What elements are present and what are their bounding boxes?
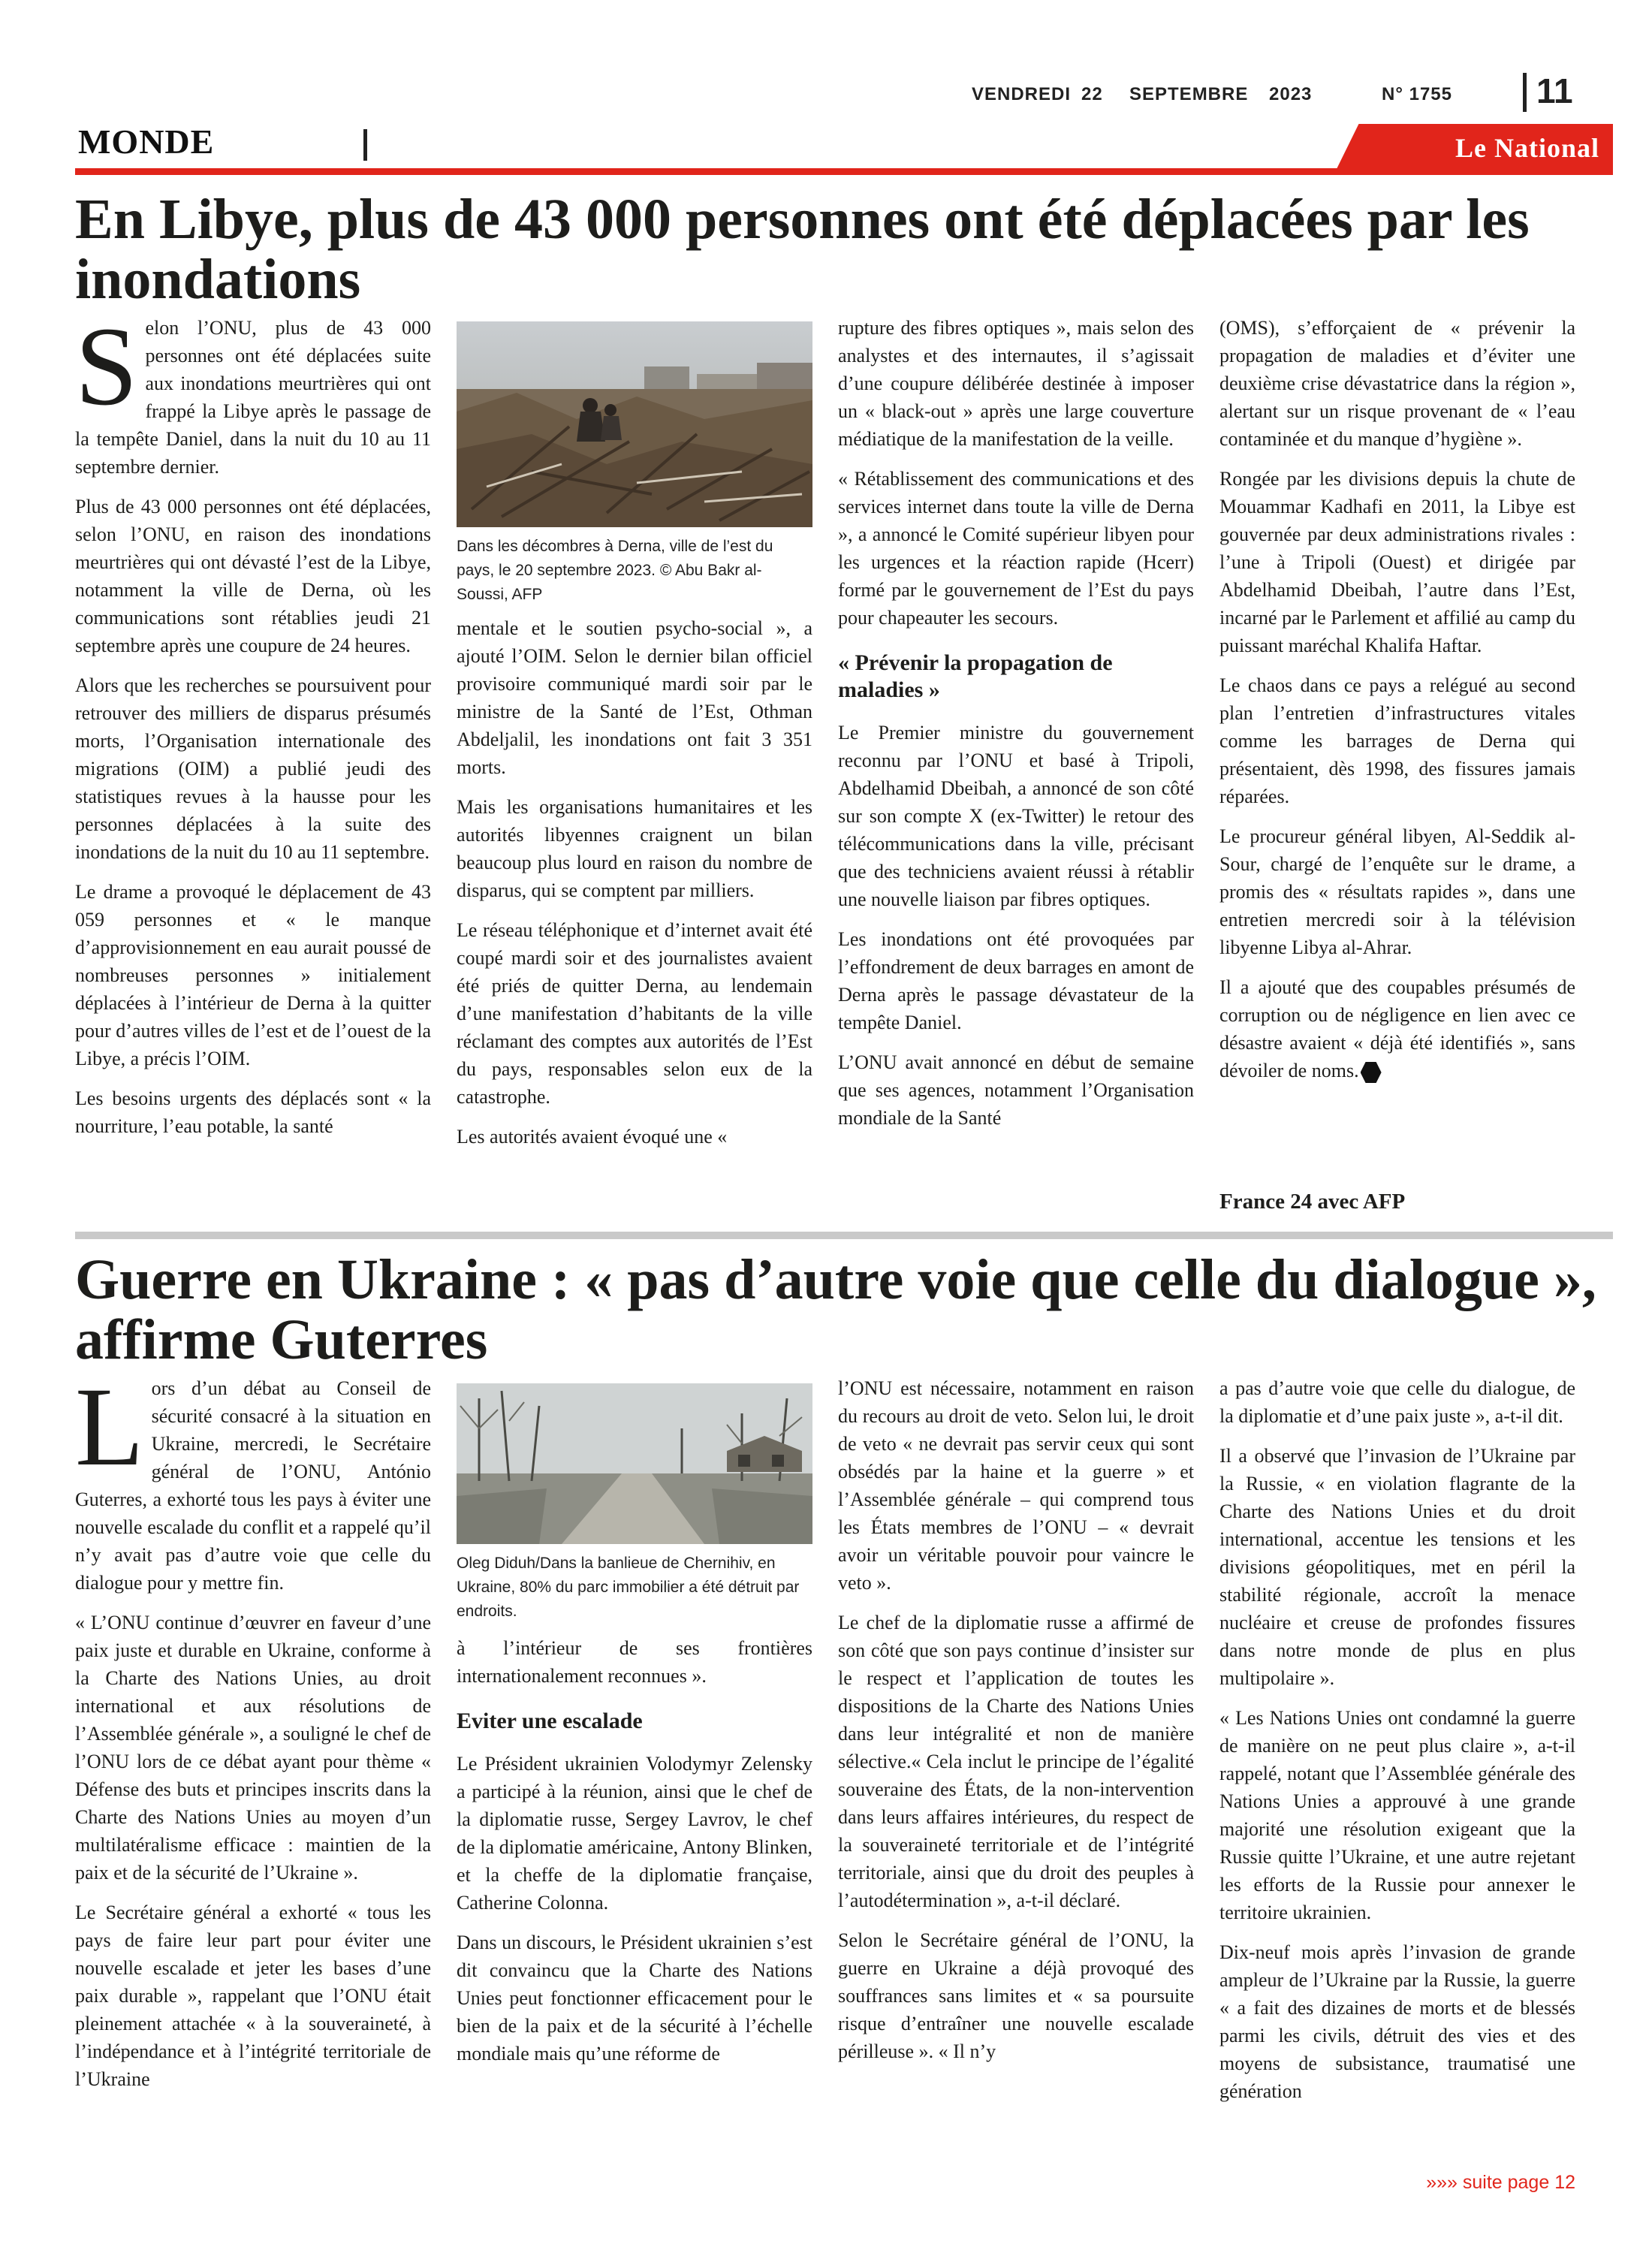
article1-paragraph: Le chaos dans ce pays a relégué au second plan l’entretien d’infrastructures vitales comme les barrages de Derna qui présentaient, dès 1998, des fissures jamais réparées.: [1219, 674, 1575, 807]
end-of-article-icon: [1361, 1062, 1382, 1083]
article1-paragraph: Les inondations ont été provoquées par l’effondrement de deux barrages en amont de Derna après le passage dévastateur de la tempête Daniel.: [838, 928, 1194, 1033]
article1-paragraph: Plus de 43 000 personnes ont été déplacées, selon l’ONU, en raison des inondations meurtrières qui ont dévasté l’est de la Libye, notamment la ville de Derna, où les communications sont rétablies jeudi 21 septembre après une coupure de 24 heures.: [75, 496, 431, 656]
article1-paragraph: Le procureur général libyen, Al-Seddik al-Sour, chargé de l’enquête sur le drame, a promis des « résultats rapides », dans une entretien mercredi soir à la télévision libyenne Libya al-Ahrar.: [1219, 825, 1575, 958]
article1-photo-caption: Dans les décombres à Derna, ville de l’est du pays, le 20 septembre 2023. © Abu Bakr al-Soussi, AFP: [457, 538, 773, 603]
article2-column-4: [1219, 1374, 1575, 2117]
article1-paragraph: Le réseau téléphonique et d’internet avait été coupé mardi soir et des journalistes avaient été priés de quitter Derna, au lendemain d’une manifestation d’habitants de la ville réclamant des comptes aux autorités de l’Est du pays, responsables selon eux de la catastrophe.: [457, 919, 812, 1108]
article1-photo: [457, 321, 812, 527]
issue-number: N° 1755: [1382, 84, 1452, 104]
issue-day: VENDREDI: [972, 84, 1072, 104]
section-label: MONDE: [78, 122, 215, 161]
article2-headline: Guerre en Ukraine : « pas d’autre voie que celle du dialogue », affirme Guterres: [75, 1248, 1596, 1371]
article1-paragraph: Il a ajouté que des coupables présumés de corruption ou de négligence en lien avec ce désastre avaient « déjà été identifiés », sans dévoiler de noms.: [1219, 976, 1575, 1081]
article1-paragraph: mentale et le soutien psycho-social », a ajouté l’OIM. Selon le dernier bilan officiel provisoire communiqué mardi soir par le ministre de la Santé de l’Est, Othman Abdeljalil, les inondations ont fait 3 351 morts.: [457, 617, 812, 778]
article1-credit: France 24 avec AFP: [1219, 1190, 1406, 1214]
article2-paragraph: l’ONU est nécessaire, notamment en raison du recours au droit de veto. Selon lui, le droit de veto « ne devrait pas servir ceux qui sont obsédés par la haine et la guerre » et l’Assemblée générale – qui comprend tous les États membres de l’ONU – « devrait avoir un véritable pouvoir pour vaincre le veto ».: [838, 1377, 1194, 1594]
article1-paragraph: L’ONU avait annoncé en début de semaine que ses agences, notamment l’Organisation mondiale de la Santé: [838, 1051, 1194, 1129]
street-photo-image: [457, 1383, 812, 1544]
article1-column-3: [838, 314, 1194, 1144]
article2-paragraph: à l’intérieur de ses frontières internationalement reconnues ».: [457, 1637, 812, 1687]
article1-paragraph: Rongée par les divisions depuis la chute de Mouammar Kadhafi en 2011, la Libye est gouvernée par deux administrations rivales : l’une à Tripoli (Ouest) et dirigée par Abdelhamid Dbeibah, l’autre dans l’Est, incarné par le Parlement et affilié au camp du puissant maréchal Khalifa Haftar.: [1219, 468, 1575, 656]
article1-paragraph: Les besoins urgents des déplacés sont « la nourriture, l’eau potable, la santé: [75, 1087, 431, 1137]
article1-paragraph: elon l’ONU, plus de 43 000 personnes ont été déplacées suite aux inondations meurtrières qui ont frappé la Libye après le passage de la tempête Daniel, dans la nuit du 10 au 11 septembre dernier.: [75, 317, 431, 478]
article1-paragraph: Alors que les recherches se poursuivent pour retrouver des milliers de disparus présumés morts, l’Organisation internationale des migrations (OIM) a publié jeudi des statistiques revues à la hausse pour les personnes déplacées à la suite des inondations de la nuit du 10 au 11 septembre.: [75, 674, 431, 863]
article2-paragraph: Le Président ukrainien Volodymyr Zelensky a participé à la réunion, ainsi que le chef de la diplomatie russe, Sergey Lavrov, le chef de la diplomatie américaine, Antony Blinken, et la cheffe de la diplomatie française, Catherine Colonna.: [457, 1753, 812, 1914]
article2-paragraph: « L’ONU continue d’œuvrer en faveur d’une paix juste et durable en Ukraine, conforme à la Charte des Nations Unies, au droit international et aux résolutions de l’Assemblée générale », a souligné le chef de l’ONU lors de ce débat ayant pour thème « Défense des buts et principes inscrits dans la Charte des Nations Unies au moyen d’un multilatéralisme efficace : maintien de la paix et de la sécurité de l’Ukraine ».: [75, 1612, 431, 1884]
article1-paragraph: Les autorités avaient évoqué une «: [457, 1126, 728, 1148]
article1-paragraph: « Rétablissement des communications et des services internet dans toute la ville de Derna », a annoncé le Comité supérieur libyen pour les urgences et la réaction rapide (Hcerr) formé par le gouvernement de l’Est du pays pour chapeauter les secours.: [838, 468, 1194, 629]
article2-paragraph: Dix-neuf mois après l’invasion de grande ampleur de l’Ukraine par la Russie, la guerre « a fait des dizaines de morts et de blessés parmi les civils, détruit des vies et des moyens de subsistance, traumatisé une génération: [1219, 1941, 1575, 2102]
brand-name: Le National: [1455, 133, 1599, 163]
article2-subheading: Eviter une escalade: [457, 1709, 643, 1733]
page-number: 11: [1536, 71, 1573, 110]
issue-month: SEPTEMBRE: [1129, 84, 1249, 104]
article2-column-2: [457, 1383, 812, 2080]
article2-paragraph: Le Secrétaire général a exhorté « tous les pays de faire leur part pour éviter une nouvelle escalade et jeter les bases d’une paix durable », rappelant que l’ONU était pleinement attachée « à la souveraineté, à l’indépendance et à l’intégrité territoriale de l’Ukraine: [75, 1902, 431, 2090]
article1-column-4: [1219, 314, 1575, 1084]
section-divider: [363, 129, 367, 161]
article-separator: [75, 1232, 1613, 1239]
article1-paragraph: Le drame a provoqué le déplacement de 43 059 personnes et « le manque d’approvisionnement en eau aurait poussé de nombreuses personnes » initialement déplacées à l’intérieur de Derna à la quitter pour d’autres villes de l’est et de l’ouest de la Libye, a précis l’OIM.: [75, 881, 431, 1069]
article2-paragraph: ors d’un débat au Conseil de sécurité consacré à la situation en Ukraine, mercredi, le Secrétaire général de l’ONU, António Guterres, a exhorté tous les pays à éviter une nouvelle escalade du conflit et a rappelé qu’il n’y avait pas d’autre voie que celle du dialogue pour y mettre fin.: [75, 1377, 431, 1594]
article1-headline: En Libye, plus de 43 000 personnes ont été déplacées par les inondations: [75, 188, 1530, 311]
article2-paragraph: Le chef de la diplomatie russe a affirmé de son côté que son pays continue d’insister sur le respect et l’application de toutes les dispositions de la Charte des Nations Unies dans leur intégralité et non de manière sélective.« Cela inclut le principe de l’égalité souveraine des États, de la non-intervention dans leurs affaires intérieures, du respect de la souveraineté territoriale et de l’intégrité territoriale, ainsi que du droit des peuples à l’autodétermination », a-t-il déclaré.: [838, 1612, 1194, 1911]
article1-paragraph: Le Premier ministre du gouvernement reconnu par l’ONU et basé à Tripoli, Abdelhamid Dbeibah, a annoncé de son côté sur son compte X (ex-Twitter) le retour des télécommunications dans la ville, précisant que des techniciens avaient réussi à rétablir une nouvelle liaison par fibres optiques.: [838, 722, 1194, 910]
article2-column-1: [75, 1365, 431, 2105]
article2-photo-caption: Oleg Diduh/Dans la banlieue de Chernihiv, en Ukraine, 80% du parc immobilier a été détruit par endroits.: [457, 1555, 800, 1620]
article2-paragraph: Selon le Secrétaire général de l’ONU, la guerre en Ukraine a déjà provoqué des souffrances sans limites et « sa poursuite risque d’entraîner une nouvelle escalade périlleuse ». « Il n’y: [838, 1929, 1194, 2062]
article2-paragraph: Il a observé que l’invasion de l’Ukraine par la Russie, « en violation flagrante de la Charte des Nations Unies et du droit international, accentue les tensions et les divisions géopolitiques, met en péril la stabilité régionale, accroît la menace nucléaire et creuse de profondes fissures dans notre monde de plus en plus multipolaire ».: [1219, 1445, 1575, 1689]
article1-subheading: « Prévenir la propagation de maladies »: [838, 650, 1113, 702]
article2-paragraph: a pas d’autre voie que celle du dialogue, de la diplomatie et d’une paix juste », a-t-il dit.: [1219, 1377, 1575, 1427]
article1-column-1: [75, 304, 431, 1152]
article2-photo: [457, 1383, 812, 1544]
article2-paragraph: « Les Nations Unies ont condamné la guerre de manière on ne peut plus claire », a-t-il rappelé, notant que l’Assemblée générale des Nations Unies a approuvé à une grande majorité une résolution exigeant que la Russie quitte l’Ukraine, et une autre rejetant les efforts de la Russie pour annexer le territoire ukrainien.: [1219, 1707, 1575, 1923]
rubble-photo-image: [457, 321, 812, 527]
article1-paragraph: (OMS), s’efforçaient de « prévenir la propagation de maladies et d’éviter une deuxième crise dévastatrice dans la région », alertant sur un risque provenant de « l’eau contaminée et du manque d’hygiène ».: [1219, 317, 1575, 450]
article2-paragraph: Dans un discours, le Président ukrainien s’est dit convaincu que la Charte des Nations Unies peut fonctionner efficacement pour le bien de la paix et de la sécurité à l’échelle mondiale mais qu’une réforme de: [457, 1932, 812, 2064]
article1-paragraph: Mais les organisations humanitaires et les autorités libyennes craignent un bilan beaucoup plus lourd en raison du nombre de disparus, qui se comptent par milliers.: [457, 796, 812, 901]
page-number-divider: [1523, 73, 1527, 112]
issue-year: 2023: [1269, 84, 1313, 104]
article1-column-2: [457, 321, 812, 1163]
header-rule: [75, 168, 1613, 175]
issue-date: 22: [1081, 84, 1103, 104]
article1-dropcap: S: [75, 304, 138, 429]
article2-column-3: [838, 1374, 1194, 2077]
continuation-link[interactable]: »»» suite page 12: [1426, 2172, 1575, 2193]
article2-dropcap: L: [75, 1365, 144, 1489]
article1-paragraph: rupture des fibres optiques », mais selon des analystes et des internautes, il s’agissait d’une coupure délibérée destinée à imposer un « black-out » après une large couverture médiatique de la manifestation de la veille.: [838, 317, 1194, 450]
